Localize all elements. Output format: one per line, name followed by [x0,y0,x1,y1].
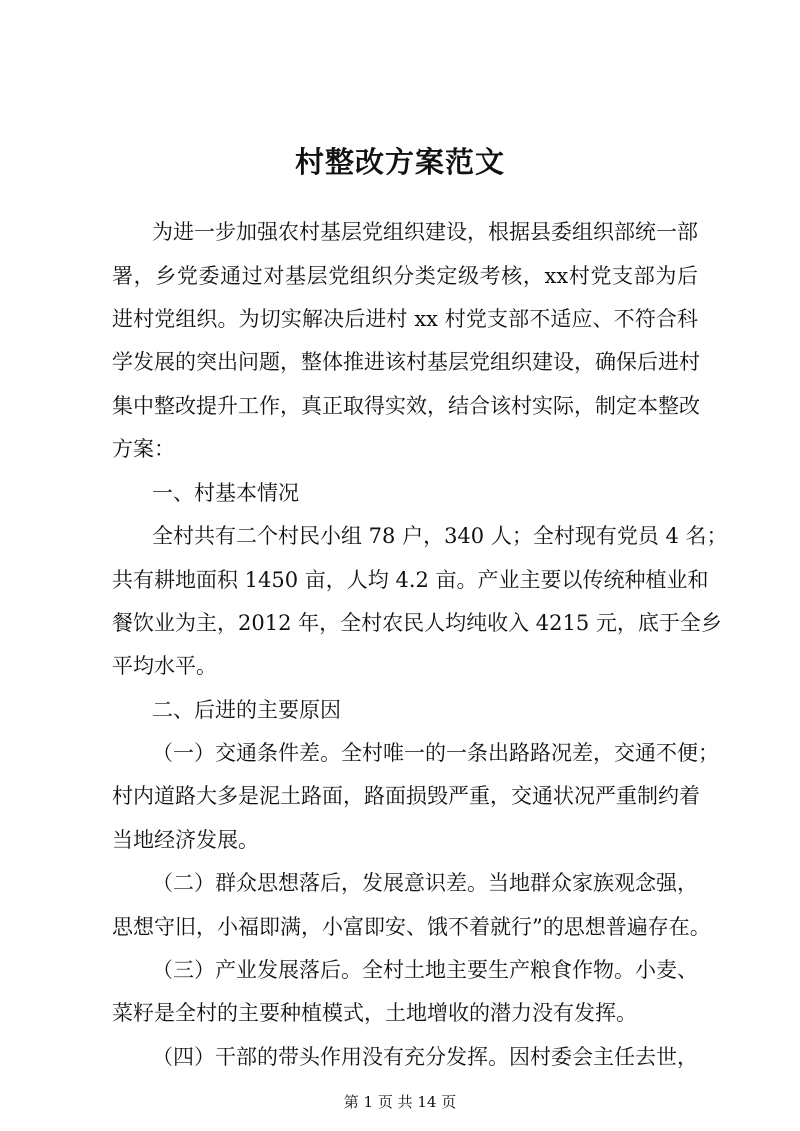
paragraph-line: 菜籽是全村的主要种植模式，土地增收的潜力没有发挥。 [112,1001,637,1025]
paragraph-line: 思想守旧，小福即满，小富即安、饿不着就行”的思想普遍存在。 [112,915,711,939]
paragraph-line: （四）干部的带头作用没有充分发挥。因村委会主任去世， [152,1045,698,1069]
paragraph-line: 署，乡党委通过对基层党组织分类定级考核，xx村党支部为后 [112,264,698,288]
paragraph-line: 村内道路大多是泥土路面，路面损毁严重，交通状况严重制约着 [112,784,700,808]
section-heading: 二、后进的主要原因 [152,698,341,722]
section-heading: 一、村基本情况 [152,481,299,505]
paragraph-line: （三）产业发展落后。全村土地主要生产粮食作物。小麦、 [152,958,698,982]
paragraph-line: （二）群众思想落后，发展意识差。当地群众家族观念强， [152,871,698,895]
paragraph-line: （一）交通条件差。全村唯一的一条出路路况差，交通不便； [152,741,719,765]
paragraph-line: 进村党组织。为切实解决后进村 xx 村党支部不适应、不符合科 [112,307,698,331]
paragraph-line: 当地经济发展。 [112,828,259,852]
paragraph-line: 平均水平。 [112,654,217,678]
paragraph-line: 集中整改提升工作，真正取得实效，结合该村实际，制定本整改 [112,394,700,418]
paragraph-line: 共有耕地面积 1450 亩，人均 4.2 亩。产业主要以传统种植业和 [112,568,709,592]
page-footer: 第 1 页 共 14 页 [343,1093,457,1111]
document-title: 村整改方案范文 [294,145,505,179]
paragraph-line: 为进一步加强农村基层党组织建设，根据县委组织部统一部 [152,220,698,244]
paragraph-line: 全村共有二个村民小组 78 户，340 人；全村现有党员 4 名； [152,524,728,548]
paragraph-line: 方案： [112,437,175,461]
paragraph-line: 餐饮业为主，2012 年，全村农民人均纯收入 4215 元，底于全乡 [112,611,722,635]
paragraph-line: 学发展的突出问题，整体推进该村基层党组织建设，确保后进村 [112,350,700,374]
